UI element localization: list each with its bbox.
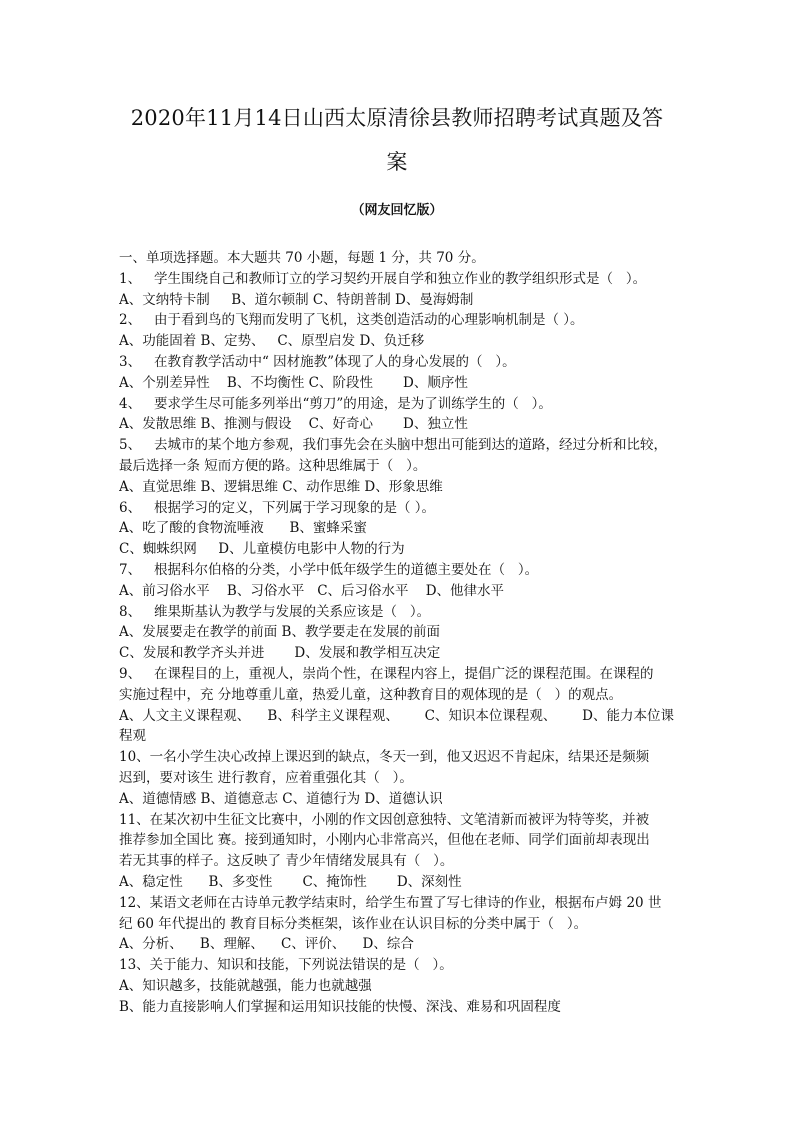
question-5-line-1: 5、 去城市的某个地方参观，我们事先会在头脑中想出可能到达的道路，经过分析和比较， bbox=[119, 437, 667, 454]
question-6-options-ab: A、吃了酸的食物流唾液 B、蜜蜂采蜜 bbox=[119, 520, 367, 537]
question-4-options: A、发散思维 B、推测与假设 C、好奇心 D、独立性 bbox=[119, 416, 468, 433]
question-12-line-2: 纪 60 年代提出的 教育目标分类框架，该作业在认识目标的分类中属于（ ）。 bbox=[119, 915, 588, 932]
document-subtitle: （网友回忆版） bbox=[351, 203, 443, 218]
question-7: 7、 根据科尔伯格的分类，小学中低年级学生的道德主要处在（ ）。 bbox=[119, 561, 539, 578]
document-body bbox=[119, 248, 679, 1017]
question-10-line-1: 10、一名小学生决心改掉上课迟到的缺点，冬天一到，他又迟迟不肯起床，结果还是频频 bbox=[119, 749, 650, 766]
question-2-options: A、功能固着 B、定势、 C、原型启发 D、负迁移 bbox=[119, 333, 425, 350]
title-line-2: 案 bbox=[386, 150, 408, 174]
question-13-option-a: A、知识越多，技能就越强，能力也就越强 bbox=[119, 977, 372, 994]
question-1-options: A、文纳特卡制 B、道尔顿制 C、特朗普制 D、曼海姆制 bbox=[119, 291, 474, 308]
question-1: 1、 学生围绕自己和教师订立的学习契约开展自学和独立作业的教学组织形式是（ ）。 bbox=[119, 270, 647, 287]
question-9-line-2: 实施过程中，充 分地尊重儿童，热爱儿童，这种教育目的观体现的是（ ）的观点。 bbox=[119, 686, 623, 703]
question-7-options: A、前习俗水平 B、习俗水平 C、后习俗水平 D、他律水平 bbox=[119, 582, 505, 599]
question-5-options: A、直觉思维 B、逻辑思维 C、动作思维 D、形象思维 bbox=[119, 478, 443, 495]
question-11-options: A、稳定性 B、多变性 C、掩饰性 D、深刻性 bbox=[119, 873, 462, 890]
question-13: 13、关于能力、知识和技能，下列说法错误的是（ ）。 bbox=[119, 957, 453, 974]
question-8: 8、 维果斯基认为教学与发展的关系应该是（ ）。 bbox=[119, 603, 431, 620]
question-9-options-cont: 程观 bbox=[119, 728, 146, 745]
question-2: 2、 由于看到鸟的飞翔而发明了飞机，这类创造活动的心理影响机制是（ ）。 bbox=[119, 312, 584, 329]
question-9-line-1: 9、 在课程目的上，重视人，崇尚个性，在课程内容上，提倡广泛的课程范围。在课程的 bbox=[119, 665, 654, 682]
question-12-line-1: 12、某语文老师在古诗单元教学结束时，给学生布置了写七律诗的作业，根据布卢姆 20 世 bbox=[119, 894, 662, 911]
question-3: 3、 在教育教学活动中“ 因材施教”体现了人的身心发展的（ ）。 bbox=[119, 353, 516, 370]
question-8-options-cd: C、发展和教学齐头并进 D、发展和教学相互决定 bbox=[119, 645, 441, 662]
document-title bbox=[96, 96, 698, 184]
question-12-options: A、分析、 B、理解、 C、评价、 D、综合 bbox=[119, 936, 414, 953]
question-10-options: A、道德情感 B、道德意志 C、道德行为 D、道德认识 bbox=[119, 790, 443, 807]
question-4: 4、 要求学生尽可能多列举出“剪刀”的用途，是为了训练学生的（ ）。 bbox=[119, 395, 552, 412]
question-6: 6、 根据学习的定义，下列属于学习现象的是（ ）。 bbox=[119, 499, 436, 516]
question-3-options: A、个别差异性 B、不均衡性 C、阶段性 D、顺序性 bbox=[119, 374, 468, 391]
question-11-line-3: 若无其事的样子。这反映了 青少年情绪发展具有（ ）。 bbox=[119, 853, 454, 870]
section-heading: 一、单项选择题。本大题共 70 小题，每题 1 分，共 70 分。 bbox=[119, 250, 485, 266]
question-8-options-ab: A、发展要走在教学的前面 B、教学要走在发展的前面 bbox=[119, 624, 440, 641]
question-11-line-2: 推荐参加全国比 赛。接到通知时，小刚内心非常高兴，但他在老师、同学们面前却表现出 bbox=[119, 832, 650, 849]
title-line-1: 2020年11月14日山西太原清徐县教师招聘考试真题及答 bbox=[130, 106, 664, 130]
question-13-option-b: B、能力直接影响人们掌握和运用知识技能的快慢、深浅、难易和巩固程度 bbox=[119, 998, 561, 1015]
question-6-options-cd: C、蜘蛛织网 D、儿童模仿电影中人物的行为 bbox=[119, 541, 405, 558]
question-5-line-2: 最后选择一条 短而方便的路。这种思维属于（ ）。 bbox=[119, 457, 427, 474]
question-10-line-2: 迟到，要对该生 进行教育，应着重强化其（ ）。 bbox=[119, 769, 413, 786]
question-9-options: A、人文主义课程观、 B、科学主义课程观、 C、知识本位课程观、 D、能力本位课 bbox=[119, 707, 674, 724]
question-11-line-1: 11、在某次初中生征文比赛中，小刚的作文因创意独特、文笔清新而被评为特等奖，并被 bbox=[119, 811, 650, 828]
